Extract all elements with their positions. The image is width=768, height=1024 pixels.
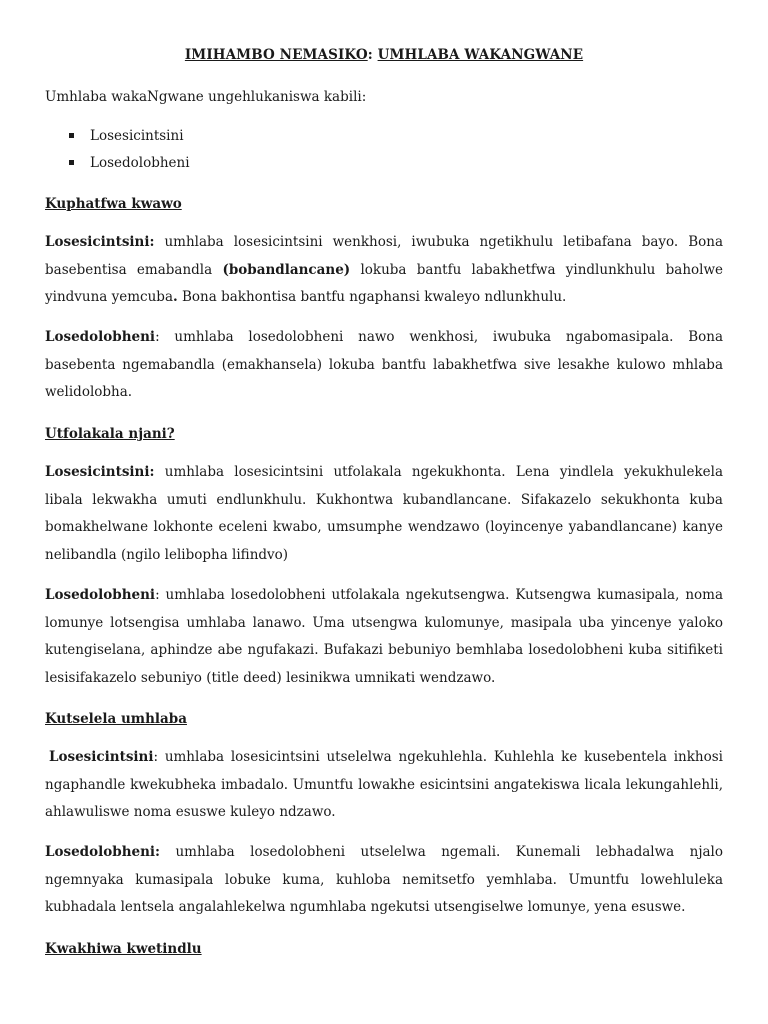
paragraph xyxy=(45,324,723,407)
paragraph-term: Losedolobheni xyxy=(45,587,156,603)
paragraph xyxy=(45,839,723,922)
paragraph-bold-dot: . xyxy=(173,289,178,305)
paragraph-term: Losesicintsini: xyxy=(45,234,155,250)
paragraph-text: umhlaba losedolobheni utselelwa ngemali. Kunemali lebhadalwa njalo ngemnyaka kumasipala lobuke kuma, kuhloba nemitsetfo yemhlaba. Umuntfu lowehluleka kubhadala lentsela angalahlekelwa ngumhlaba ngekutsi utsengiselwe lomunye, yena esuswe. xyxy=(45,844,723,915)
bullet-list xyxy=(45,127,190,181)
paragraph xyxy=(45,582,723,692)
section-heading: Kwakhiwa kwetindlu xyxy=(45,941,202,957)
intro-text: Umhlaba wakaNgwane ungehlukaniswa kabili: xyxy=(45,89,367,105)
bullet-label: Losesicintsini xyxy=(90,128,184,144)
section-heading: Kuphatfwa kwawo xyxy=(45,196,182,212)
square-bullet-icon xyxy=(69,133,74,138)
title-separator: : xyxy=(367,47,378,63)
section-heading: Kutselela umhlaba xyxy=(45,711,187,727)
document-title xyxy=(45,46,723,64)
paragraph xyxy=(45,744,723,827)
title-part-1: IMIHAMBO NEMASIKO xyxy=(184,47,368,63)
paragraph-bold-inline: (bobandlancane) xyxy=(222,261,351,278)
paragraph-text: : umhlaba losedolobheni nawo wenkhosi, iwubuka ngabomasipala. Bona basebenta ngemabandla (emakhansela) lokuba bantfu labakhetfwa sive lesakhe kulowo mhlaba welidolobha. xyxy=(45,329,723,400)
paragraph-text: : umhlaba losesicintsini utselelwa ngekuhlehla. Kuhlehla ke kusebentela inkhosi ngaphandle kwekubheka imbadalo. Umuntfu lowakhe esicintsini angatekiswa licala lekungahlehli, ahlawuliswe noma esuswe kuleyo ndzawo. xyxy=(45,749,723,820)
bullet-item xyxy=(45,154,190,181)
bullet-item xyxy=(45,127,190,154)
paragraph xyxy=(45,229,723,312)
paragraph-term: Losesicintsini xyxy=(49,749,154,765)
bullet-label: Losedolobheni xyxy=(90,155,190,171)
paragraph-term: Losesicintsini: xyxy=(45,464,155,480)
paragraph-text: lokuba bantfu labakhetfwa yindlunkhulu baholwe yindvuna yemcuba xyxy=(45,261,724,305)
paragraph xyxy=(45,459,723,569)
paragraph-term: Losedolobheni: xyxy=(45,844,161,860)
title-part-2: UMHLABA WAKANGWANE xyxy=(377,47,584,63)
paragraph-text: : umhlaba losedolobheni utfolakala ngekutsengwa. Kutsengwa kumasipala, noma lomunye lotsengisa umhlaba lanawo. Uma utsengwa kulomunye, masipala uba yincenye yaloko kutengiselana, aphindze abe ngufakazi. Bufakazi bebuniyo bemhlaba losedolobheni kuba sitifiketi lesisifakazelo sebuniyo (title deed) lesinikwa umnikati wendzawo. xyxy=(45,587,723,686)
paragraph-text: umhlaba losesicintsini utfolakala ngekukhonta. Lena yindlela yekukhulekela libala lekwakha umuti endlunkhulu. Kukhontwa kubandlancane. Sifakazelo sekukhonta kuba bomakhelwane lokhonte eceleni kwabo, umsumphe wendzawo (loyincenye yabandlancane) kanye nelibandla (ngilo lelibopha lifindvo) xyxy=(45,464,723,563)
section-heading: Utfolakala njani? xyxy=(45,426,175,442)
square-bullet-icon xyxy=(69,160,74,165)
paragraph-text: Bona bakhontisa bantfu ngaphansi kwaleyo ndlunkhulu. xyxy=(177,289,567,305)
paragraph-term: Losedolobheni xyxy=(45,329,156,345)
paragraph-text: umhlaba losesicintsini wenkhosi, iwubuka ngetikhulu letibafana bayo. Bona basebentisa emabandla xyxy=(45,234,723,278)
